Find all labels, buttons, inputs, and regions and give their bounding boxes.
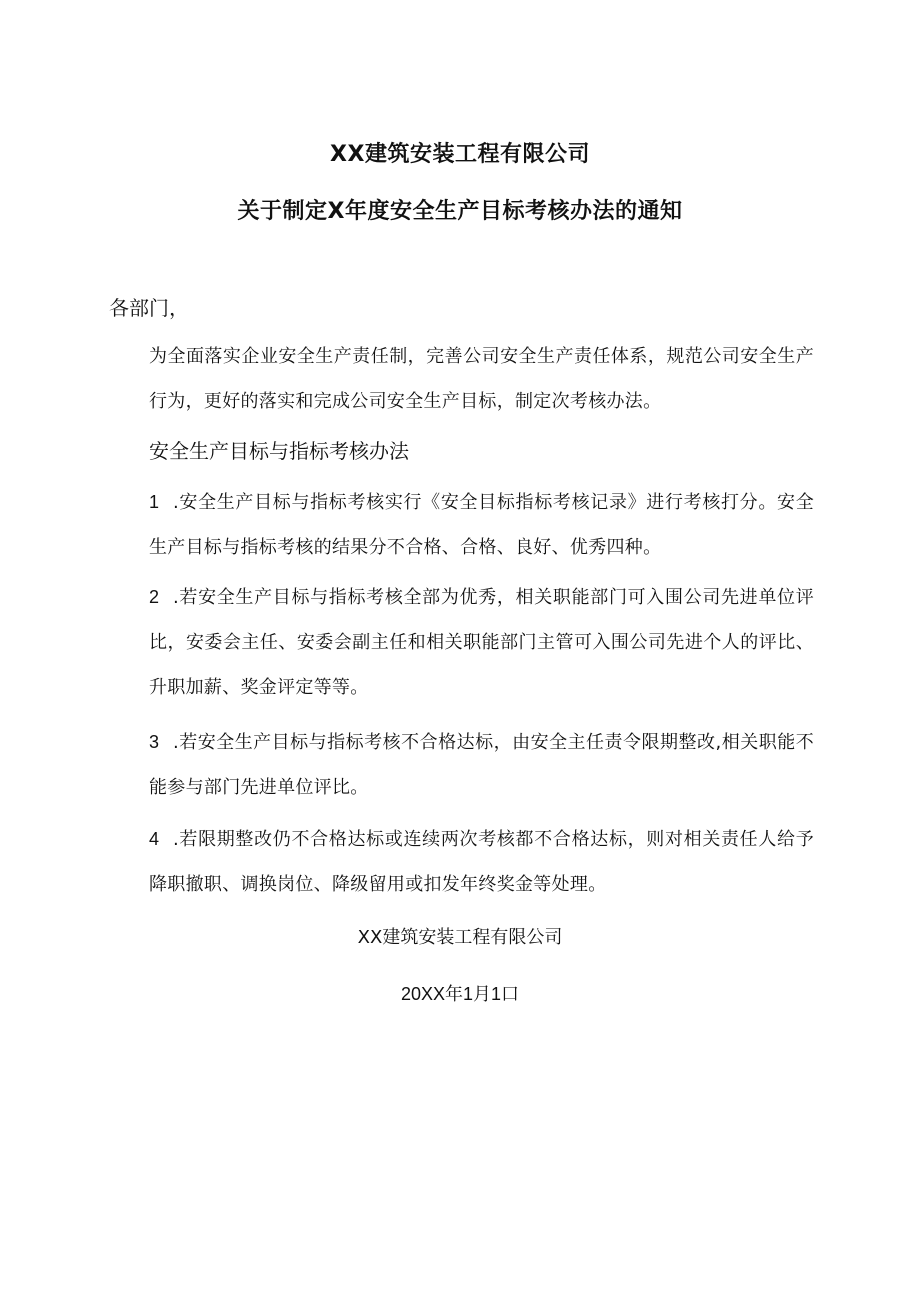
intro-text: 为全面落实企业安全生产责任制，完善公司安全生产责任体系，规范公司安全生产行为，更好的落实和完成公司安全生产目标，制定次考核办法。	[149, 346, 814, 412]
list-item	[109, 480, 814, 570]
item-number: 3	[149, 732, 160, 752]
signature-company: XX建筑安装工程有限公司	[357, 927, 563, 948]
item-number: 1	[149, 492, 160, 512]
item-text: .安全生产目标与指标考核实行《安全目标指标考核记录》进行考核打分。安全生产目标与指标考核的结果分不合格、合格、良好、优秀四种。	[149, 492, 814, 558]
item-text: .若限期整改仍不合格达标或连续两次考核都不合格达标，则对相关责任人给予降职撤职、调换岗位、降级留用或扣发年终奖金等处理。	[149, 829, 814, 895]
document-date: 20XX年1月1口	[400, 984, 520, 1004]
item-text: .若安全生产目标与指标考核不合格达标，由安全主任责令限期整改,相关职能不能参与部门先进单位评比。	[149, 732, 814, 798]
list-item	[109, 720, 814, 810]
list-item	[109, 817, 814, 907]
item-text: .若安全生产目标与指标考核全部为优秀，相关职能部门可入围公司先进单位评比，安委会主任、安委会副主任和相关职能部门主管可入围公司先进个人的评比、升职加薪、奖金评定等等。	[149, 587, 814, 698]
item-number: 4	[149, 829, 160, 849]
document-title-company: XX建筑安装工程有限公司	[330, 142, 590, 167]
item-number: 2	[149, 587, 160, 607]
list-item	[109, 575, 814, 710]
section-subheading: 安全生产目标与指标考核办法	[149, 439, 409, 463]
salutation: 各部门，	[109, 296, 189, 320]
intro-paragraph	[109, 334, 814, 424]
document-title-notice: 关于制定X年度安全生产目标考核办法的通知	[237, 199, 683, 224]
